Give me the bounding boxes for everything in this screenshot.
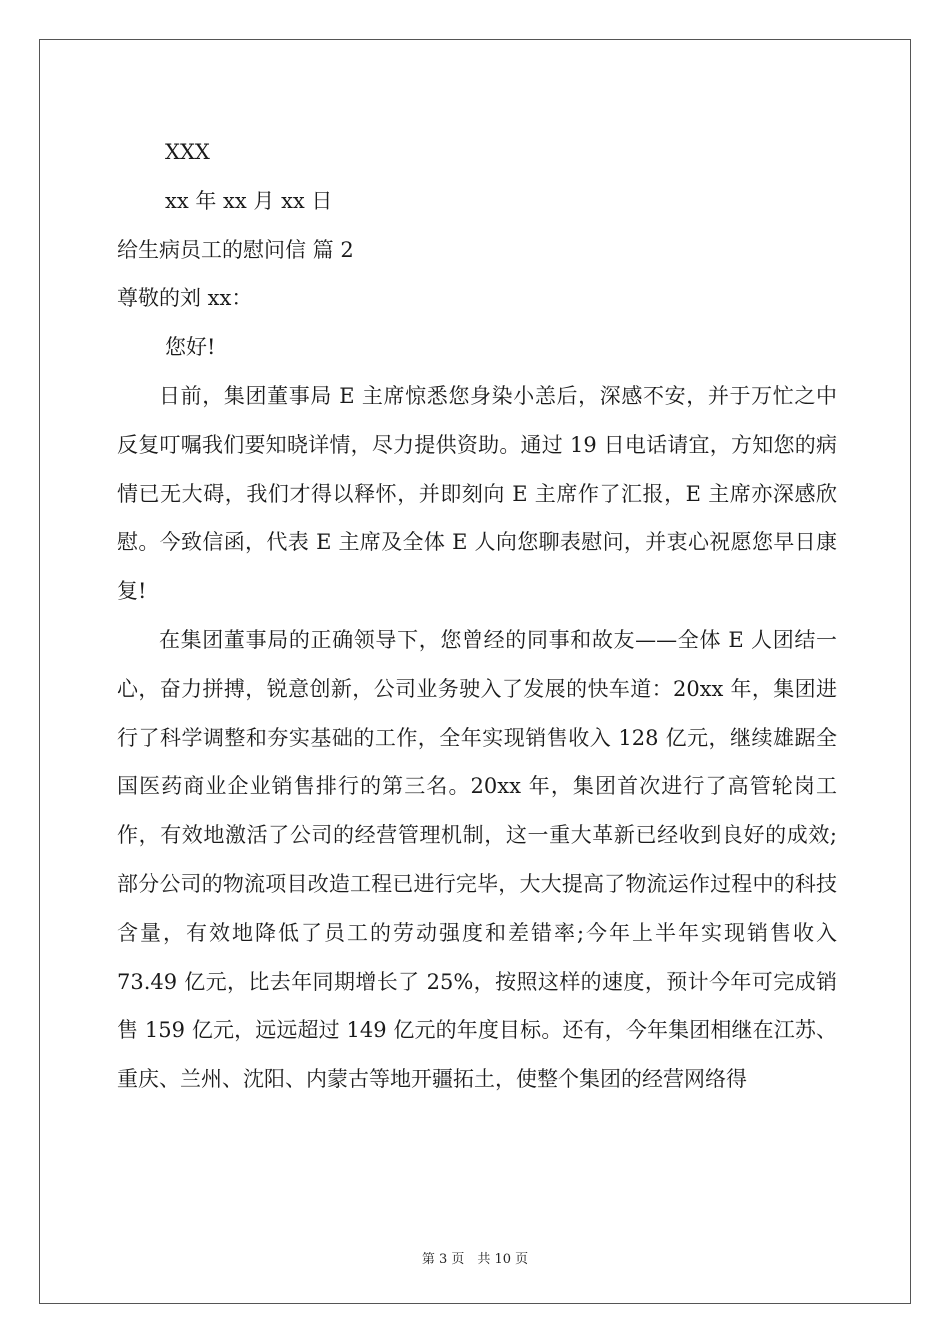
letter-body [117,128,837,1104]
date-line: xx 年 xx 月 xx 日 [165,188,333,213]
greeting: 您好! [165,335,216,360]
paragraph-1: 日前，集团董事局 E 主席惊悉您身染小恙后，深感不安，并于万忙之中反复叮嘱我们要知晓详情，尽力提供资助。通过 19 日电话请宜，方知您的病情已无大碍，我们才得以释怀，并即刻向 E 主席作了汇报，E 主席亦深感欣慰。今致信函，代表 E 主席及全体 E 人向您聊表慰问，并衷心祝愿您早日康复! [117,383,837,604]
page-number: 第 3 页 共 10 页 [421,1252,529,1267]
salutation: 尊敬的刘 xx： [117,286,253,311]
paragraph-2: 在集团董事局的正确领导下，您曾经的同事和故友——全体 E 人团结一心，奋力拼搏，锐意创新，公司业务驶入了发展的快车道：20xx 年，集团进行了科学调整和夯实基础的工作，全年实现销售收入 128 亿元，继续雄踞全国医药商业企业销售排行的第三名。20xx 年，集团首次进行了高管轮岗工作，有效地激活了公司的经营管理机制，这一重大革新已经收到良好的成效;部分公司的物流项目改造工程已进行完毕，大大提高了物流运作过程中的科技含量，有效地降低了员工的劳动强度和差错率;今年上半年实现销售收入 73.49 亿元，比去年同期增长了 25%，按照这样的速度，预计今年可完成销售 159 亿元，远远超过 149 亿元的年度目标。还有，今年集团相继在江苏、重庆、兰州、沈阳、内蒙古等地开疆拓土，使整个集团的经营网络得 [117,627,837,1092]
signature-line: XXX [165,140,210,164]
letter-heading: 给生病员工的慰问信 篇 2 [117,237,354,262]
